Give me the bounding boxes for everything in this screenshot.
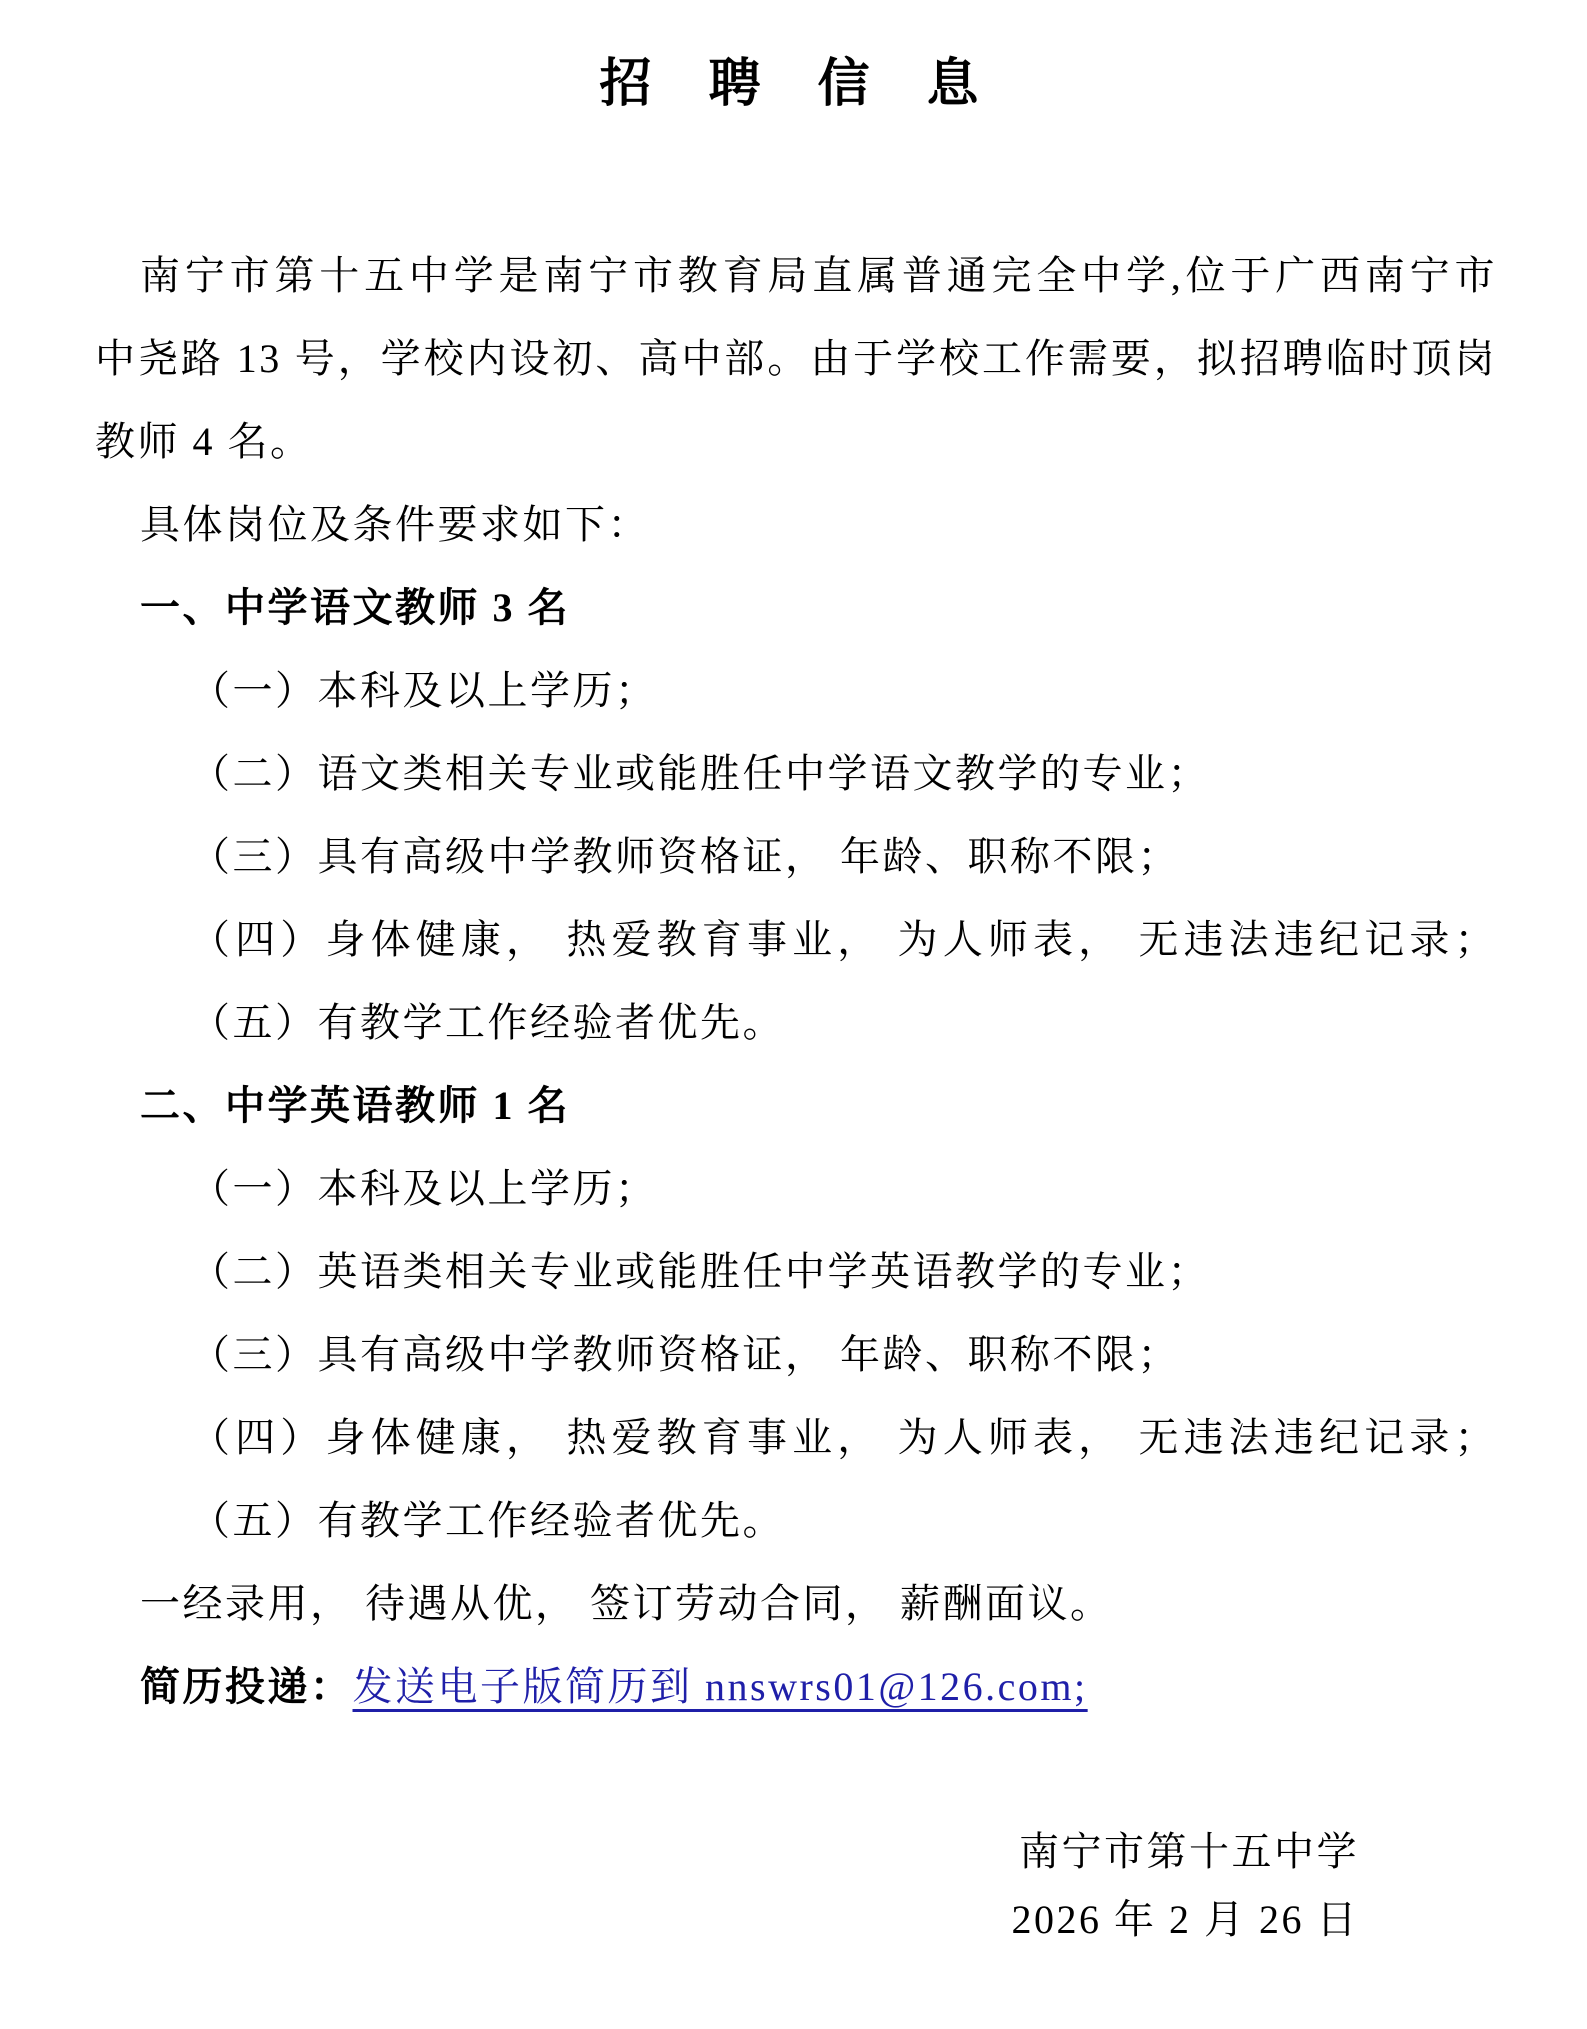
section-2-item-2: （二）英语类相关专业或能胜任中学英语教学的专业； bbox=[190, 1249, 1210, 1294]
intro-line-2: 中尧路 13 号，学校内设初、高中部。由于学校工作需要，拟招聘临时顶岗 bbox=[95, 336, 1497, 381]
requirements-lead: 具体岗位及条件要求如下： bbox=[140, 502, 650, 547]
section-1-heading: 一、中学语文教师 3 名 bbox=[140, 585, 570, 630]
page-title: 招 聘 信 息 bbox=[599, 56, 993, 113]
signature-date: 2026 年 2 月 26 日 bbox=[1011, 1897, 1359, 1942]
section-1-item-2: （二）语文类相关专业或能胜任中学语文教学的专业； bbox=[190, 751, 1210, 796]
offer-note: 一经录用， 待遇从优， 签订劳动合同， 薪酬面议。 bbox=[140, 1581, 1113, 1626]
section-1-item-4: （四）身体健康， 热爱教育事业， 为人师表， 无违法违纪记录； bbox=[190, 917, 1497, 962]
section-2-item-3: （三）具有高级中学教师资格证， 年龄、职称不限； bbox=[190, 1332, 1180, 1377]
signature-block bbox=[95, 1818, 1497, 1954]
section-1-item-1: （一）本科及以上学历； bbox=[190, 668, 658, 713]
section-2-item-1: （一）本科及以上学历； bbox=[190, 1166, 658, 1211]
resume-email-link[interactable]: 发送电子版简历到 nnswrs01@126.com; bbox=[352, 1664, 1088, 1709]
section-2-item-5: （五）有教学工作经验者优先。 bbox=[190, 1498, 785, 1543]
document-body bbox=[95, 234, 1497, 1728]
section-2-item-4: （四）身体健康， 热爱教育事业， 为人师表， 无违法违纪记录； bbox=[190, 1415, 1497, 1460]
section-1-item-3: （三）具有高级中学教师资格证， 年龄、职称不限； bbox=[190, 834, 1180, 879]
section-2-heading: 二、中学英语教师 1 名 bbox=[140, 1083, 570, 1128]
resume-line bbox=[95, 1645, 1497, 1728]
intro-line-3: 教师 4 名。 bbox=[95, 419, 313, 464]
resume-label: 简历投递： bbox=[140, 1664, 353, 1709]
section-1-item-5: （五）有教学工作经验者优先。 bbox=[190, 1000, 785, 1045]
signature-school: 南宁市第十五中学 bbox=[1019, 1829, 1359, 1874]
intro-line-1: 南宁市第十五中学是南宁市教育局直属普通完全中学,位于广西南宁市 bbox=[140, 253, 1497, 298]
